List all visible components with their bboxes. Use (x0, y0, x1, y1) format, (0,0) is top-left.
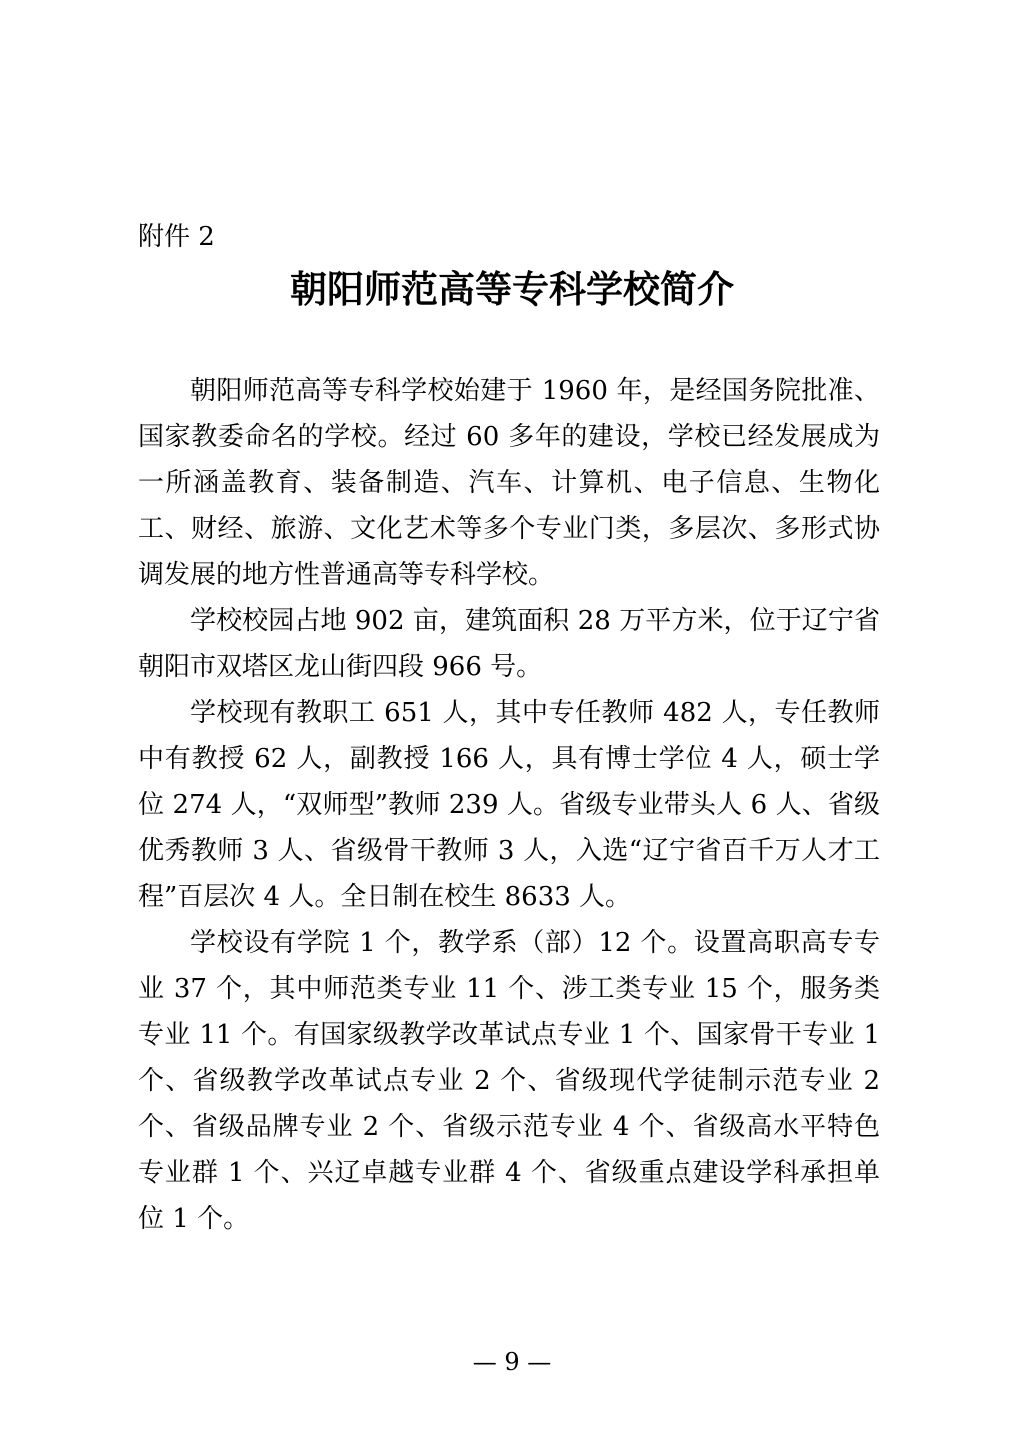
paragraph-campus: 学校校园占地 902 亩，建筑面积 28 万平方米，位于辽宁省朝阳市双塔区龙山街四段 966 号。 (138, 606, 880, 682)
document-body (138, 368, 880, 1242)
page-title: 朝阳师范高等专科学校简介 (290, 268, 734, 311)
paragraph-programs: 学校设有学院 1 个，教学系（部）12 个。设置高职高专专业 37 个，其中师范类专业 11 个、涉工类专业 15 个，服务类专业 11 个。有国家级教学改革试点专业 1 个、国家骨干专业 1 个、省级教学改革试点专业 2 个、省级现代学徒制示范专业 2 个、省级品牌专业 2 个、省级示范专业 4 个、省级高水平特色专业群 1 个、兴辽卓越专业群 4 个、省级重点建设学科承担单位 1 个。 (138, 928, 880, 1234)
attachment-label: 附件 2 (138, 222, 215, 252)
paragraph-history: 朝阳师范高等专科学校始建于 1960 年，是经国务院批准、国家教委命名的学校。经过 60 多年的建设，学校已经发展成为一所涵盖教育、装备制造、汽车、计算机、电子信息、生物化工、财经、旅游、文化艺术等多个专业门类，多层次、多形式协调发展的地方性普通高等专科学校。 (138, 376, 880, 590)
paragraph-faculty: 学校现有教职工 651 人，其中专任教师 482 人，专任教师中有教授 62 人，副教授 166 人，具有博士学位 4 人，硕士学位 274 人，“双师型”教师 239 人。省级专业带头人 6 人、省级优秀教师 3 人、省级骨干教师 3 人，入选“辽宁省百千万人才工程”百层次 4 人。全日制在校生 8633 人。 (138, 698, 880, 912)
page-number: — 9 — (472, 1348, 552, 1376)
